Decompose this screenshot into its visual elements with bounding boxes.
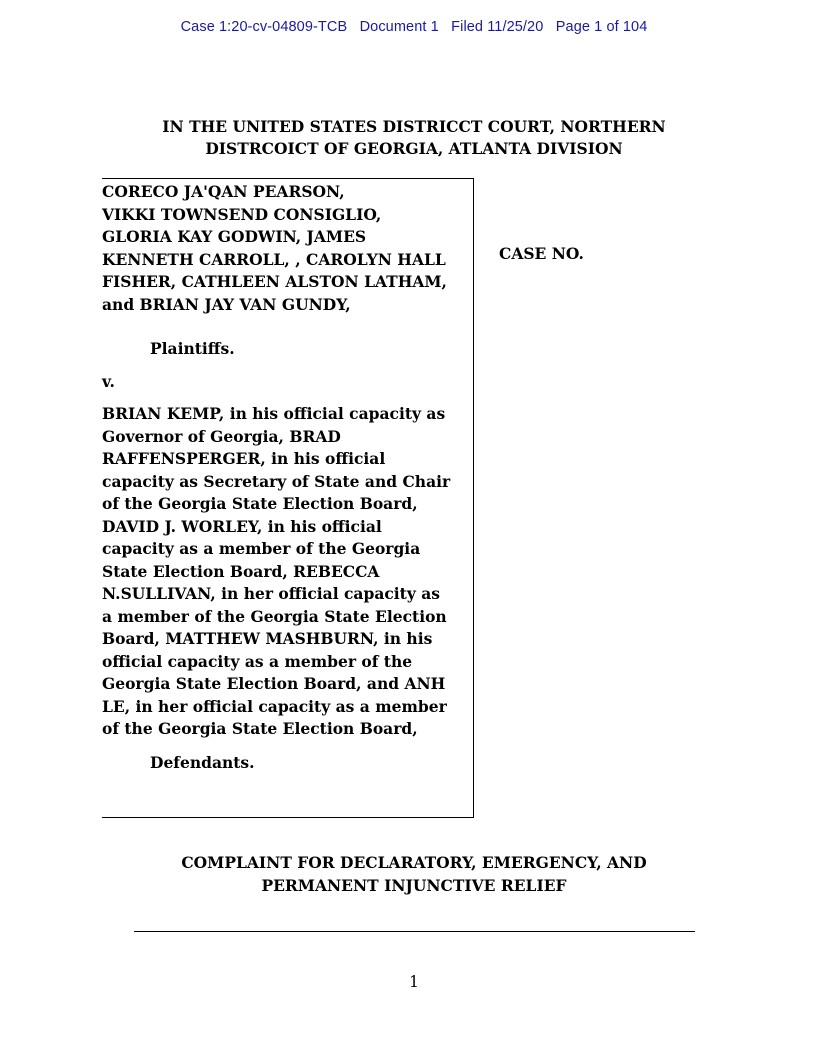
- plaintiffs-line: CORECO JA'QAN PEARSON,: [102, 182, 345, 201]
- case-caption-box: [102, 178, 474, 818]
- plaintiffs-line: KENNETH CARROLL, , CAROLYN HALL: [102, 249, 446, 269]
- plaintiffs-line: and BRIAN JAY VAN GUNDY,: [102, 294, 351, 314]
- horizontal-divider: [134, 931, 695, 932]
- court-heading: [0, 116, 828, 160]
- case-number-label: CASE NO.: [499, 244, 584, 263]
- plaintiffs-line: FISHER, CATHLEEN ALSTON LATHAM,: [102, 272, 447, 291]
- filing-header: Case 1:20-cv-04809-TCB Document 1 Filed 11/25/20 Page 1 of 104: [180, 19, 648, 35]
- defendants-names: [102, 403, 450, 741]
- defendants-line: LE, in her official capacity as a member: [102, 696, 447, 716]
- defendants-label: Defendants.: [150, 753, 255, 772]
- plaintiffs-line: VIKKI TOWNSEND CONSIGLIO,: [102, 204, 382, 224]
- plaintiffs-label: Plaintiffs.: [150, 339, 235, 358]
- court-heading-line: IN THE UNITED STATES DISTRICCT COURT, NORTHERN: [162, 117, 666, 136]
- defendants-line: DAVID J. WORLEY, in his official: [102, 516, 382, 536]
- defendants-line: of the Georgia State Election Board,: [102, 719, 418, 738]
- complaint-title-line: COMPLAINT FOR DECLARATORY, EMERGENCY, AND: [181, 853, 647, 872]
- defendants-line: Governor of Georgia, BRAD: [102, 426, 341, 446]
- plaintiffs-line: GLORIA KAY GODWIN, JAMES: [102, 227, 367, 246]
- defendants-line: Board, MATTHEW MASHBURN, in his: [102, 629, 433, 648]
- defendants-line: State Election Board, REBECCA: [102, 561, 380, 581]
- defendants-line: RAFFENSPERGER, in his official: [102, 449, 386, 468]
- defendants-line: N.SULLIVAN, in her official capacity as: [102, 584, 441, 603]
- defendants-line: BRIAN KEMP, in his official capacity as: [102, 404, 446, 423]
- plaintiffs-names: [102, 181, 447, 316]
- complaint-title-line: PERMANENT INJUNCTIVE RELIEF: [261, 876, 567, 895]
- defendants-line: of the Georgia State Election Board,: [102, 494, 418, 513]
- complaint-title: [0, 851, 828, 897]
- defendants-line: a member of the Georgia State Election: [102, 606, 447, 626]
- defendants-line: Georgia State Election Board, and ANH: [102, 674, 446, 693]
- versus-label: v.: [102, 372, 115, 391]
- defendants-line: official capacity as a member of the: [102, 651, 413, 671]
- page-number: 1: [409, 973, 419, 991]
- defendants-line: capacity as Secretary of State and Chair: [102, 471, 451, 491]
- defendants-line: capacity as a member of the Georgia: [102, 539, 421, 558]
- court-heading-line: DISTRCOICT OF GEORGIA, ATLANTA DIVISION: [205, 139, 623, 158]
